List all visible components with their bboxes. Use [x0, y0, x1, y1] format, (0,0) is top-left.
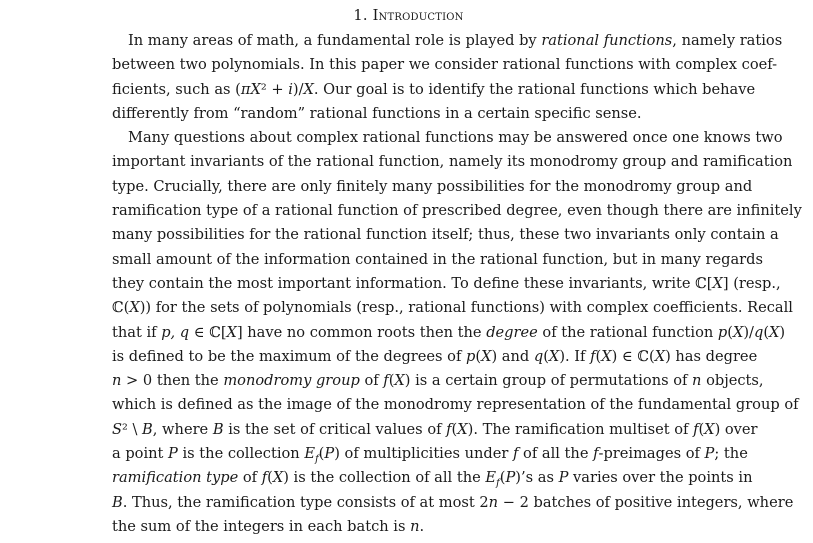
text-segment: . Our goal is to identify the rational functions which behave	[313, 80, 756, 98]
text-segment: (	[475, 347, 482, 365]
text-segment: ficients, such as (	[112, 80, 241, 98]
math-text: i	[288, 80, 293, 98]
text-segment: ² +	[260, 80, 289, 98]
text-line	[96, 53, 778, 77]
math-text: p	[717, 323, 728, 341]
math-text: X	[303, 80, 314, 98]
math-text: f	[446, 420, 452, 438]
text-segment: ) ∈ ℂ(	[611, 347, 655, 365]
text-line	[96, 491, 794, 515]
text-segment: of all the	[518, 445, 594, 463]
math-text: P	[558, 469, 569, 487]
text-segment: , namely ratios	[672, 32, 783, 49]
math-text: X	[769, 323, 780, 341]
text-segment: ) has degree	[665, 347, 758, 365]
section-title: Introduction	[372, 7, 464, 24]
math-text: P	[704, 445, 715, 463]
math-text: X	[272, 469, 284, 487]
text-segment: of the rational function	[537, 323, 718, 341]
math-text: n	[488, 493, 499, 511]
text-segment: -preimages of	[598, 445, 705, 463]
text-segment: ) over	[714, 420, 758, 438]
text-segment: )/	[292, 80, 304, 98]
text-segment: is the collection	[177, 445, 305, 463]
text-segment: ) is a certain group of permutations of	[404, 372, 693, 390]
emphasis-text: monodromy group	[223, 372, 360, 390]
math-text: E	[304, 445, 315, 463]
math-text: f	[496, 478, 500, 490]
text-segment: ² \	[122, 420, 143, 438]
math-text: f	[261, 469, 268, 487]
text-line	[96, 102, 721, 126]
text-segment: ] have no common roots then the	[236, 323, 487, 341]
math-text: X	[712, 274, 723, 292]
math-text: P	[168, 445, 178, 463]
text-segment: ; the	[714, 445, 748, 463]
text-line	[96, 393, 799, 417]
math-text: X	[732, 323, 744, 341]
math-text: X	[226, 323, 237, 341]
text-segment: is defined to be the maximum of the degrees of	[112, 347, 467, 365]
text-segment: (	[499, 469, 506, 487]
text-line	[96, 126, 783, 150]
text-segment: which is defined as the image of the monodromy representation of the fundamental group of	[112, 396, 799, 414]
text-line	[96, 223, 779, 247]
paper-page	[96, 0, 802, 539]
math-text: p, q	[161, 323, 190, 341]
text-line	[96, 466, 753, 490]
text-segment: ∈ ℂ[	[189, 323, 227, 341]
math-text: f	[513, 445, 519, 463]
text-segment: ). The ramification multiset of	[467, 420, 694, 438]
math-text: q	[753, 323, 764, 341]
math-text: n	[410, 517, 420, 535]
text-segment: (	[543, 347, 549, 365]
text-segment: ). If	[559, 347, 591, 365]
text-segment: .	[419, 517, 425, 535]
text-segment: varies over the points in	[568, 469, 753, 487]
math-text: πX	[240, 80, 261, 98]
paragraph	[96, 29, 783, 126]
paragraph	[96, 126, 802, 539]
math-text: B	[112, 493, 123, 511]
math-text: X	[481, 347, 492, 365]
text-line	[96, 150, 793, 174]
text-segment: (	[727, 323, 733, 341]
text-segment: between two polynomials. In this paper we consider rational functions with complex coef-	[112, 56, 778, 74]
math-text: B	[142, 420, 153, 438]
math-text: X	[601, 347, 612, 365]
text-segment: (	[763, 323, 770, 341]
text-segment: important invariants of the rational function, namely its monodromy group and ramification	[112, 153, 793, 171]
emphasis-text: rational functions	[541, 32, 673, 49]
text-segment: is the set of critical values of	[223, 420, 447, 438]
text-segment: In many areas of math, a fundamental role is played by	[128, 32, 542, 49]
text-line	[96, 248, 763, 272]
text-segment: Many questions about complex rational functions may be answered once one knows two	[128, 129, 783, 147]
text-segment: small amount of the information contained in the rational function, but in many regards	[112, 250, 763, 268]
text-segment: )	[779, 323, 786, 341]
math-text: X	[704, 420, 715, 438]
text-line	[96, 321, 786, 345]
text-segment: many possibilities for the rational function itself; thus, these two invariants only contain a	[112, 226, 779, 244]
math-text: X	[548, 347, 560, 365]
section-number: 1.	[353, 7, 368, 24]
math-text: n	[692, 372, 702, 390]
text-segment: (	[318, 445, 325, 463]
math-text: B	[212, 420, 224, 438]
text-line	[96, 29, 783, 53]
math-text: P	[505, 469, 516, 487]
text-segment: (	[451, 420, 458, 438]
math-text: X	[654, 347, 666, 365]
text-line	[96, 78, 756, 102]
text-segment: ] (resp.,	[722, 274, 781, 292]
text-segment: )) for the sets of polynomials (resp., rational functions) with complex coefficients. Recall	[139, 299, 793, 317]
emphasis-text: degree	[486, 323, 538, 341]
text-line	[96, 515, 721, 539]
math-text: X	[457, 420, 468, 438]
math-text: p	[466, 347, 476, 365]
text-segment: the sum of the integers in each batch is	[112, 517, 411, 535]
text-line	[96, 175, 753, 199]
text-segment: they contain the most important information. To define these invariants, write ℂ[	[112, 274, 713, 292]
text-segment: objects,	[701, 372, 764, 390]
text-line	[96, 369, 764, 393]
text-segment: of	[238, 469, 262, 487]
math-text: q	[533, 347, 544, 365]
text-line	[96, 418, 758, 442]
text-segment: ) and	[491, 347, 534, 365]
math-text: f	[593, 445, 599, 463]
text-segment: ramification type of a rational function of prescribed degree, even though there are infinitely	[112, 202, 802, 220]
text-segment: that if	[112, 323, 162, 341]
text-segment: > 0 then the	[121, 372, 224, 390]
text-segment: )/	[743, 323, 754, 341]
math-text: X	[129, 299, 140, 317]
section-heading	[96, 3, 721, 29]
text-line	[96, 442, 748, 466]
math-text: E	[485, 469, 497, 487]
text-line	[96, 345, 758, 369]
text-line	[96, 296, 793, 320]
text-line	[96, 272, 781, 296]
text-segment: . Thus, the ramification type consists of at most 2	[122, 493, 489, 511]
math-text: S	[112, 420, 122, 438]
text-segment: , where	[152, 420, 213, 438]
text-line	[96, 199, 802, 223]
text-segment: (	[698, 420, 705, 438]
emphasis-text: ramification type	[112, 469, 239, 487]
text-segment: ℂ(	[112, 299, 130, 317]
text-segment: differently from “random” rational functions in a certain specific sense.	[112, 104, 642, 122]
math-text: f	[590, 347, 596, 365]
text-segment: ) of multiplicities under	[334, 445, 514, 463]
math-text: X	[394, 372, 405, 390]
text-segment: ) is the collection of all the	[283, 469, 486, 487]
math-text: n	[112, 372, 122, 390]
text-segment: of	[359, 372, 384, 390]
text-segment: (	[595, 347, 602, 365]
text-segment: )’s as	[515, 469, 559, 487]
text-segment: − 2 batches of positive integers, where	[498, 493, 794, 511]
math-text: P	[324, 445, 335, 463]
text-segment: (	[388, 372, 395, 390]
body-text	[96, 29, 802, 539]
math-text: f	[314, 453, 319, 465]
math-text: f	[693, 420, 699, 438]
text-segment: type. Crucially, there are only finitely many possibilities for the monodromy group and	[112, 177, 753, 195]
text-segment: (	[267, 469, 273, 487]
text-segment: a point	[112, 445, 169, 463]
math-text: f	[383, 372, 389, 390]
